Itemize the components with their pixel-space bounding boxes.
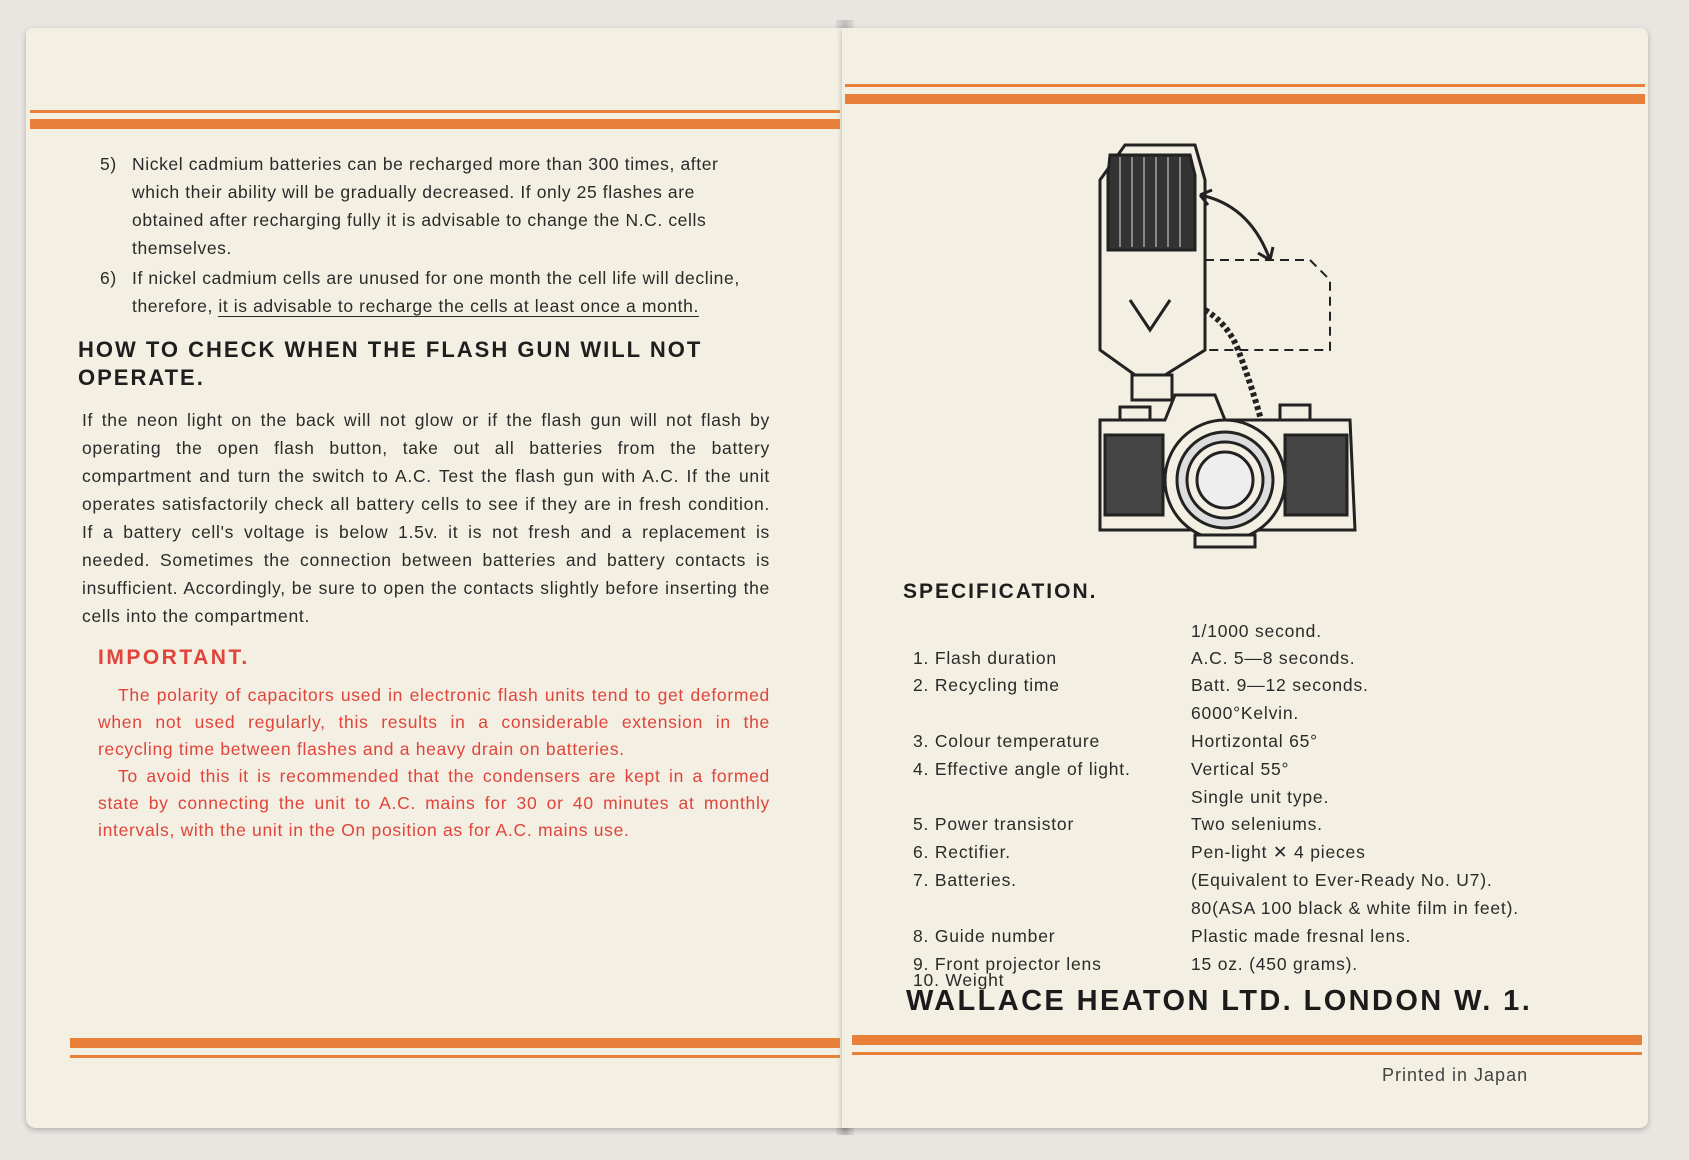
- spec-row: [903, 870, 1543, 898]
- spec-value: Two seleniums.: [1191, 814, 1323, 834]
- spec-value: 6000°Kelvin.: [1191, 703, 1300, 723]
- spec-label: 6. Rectifier.: [913, 842, 1011, 862]
- bottom-stripe-thin-right: [852, 1052, 1642, 1055]
- note-underlined-text: it is advisable to recharge the cells at least once a month.: [218, 296, 699, 316]
- spec-label: 3. Colour temperature: [913, 731, 1101, 751]
- spec-value: Pen-light ✕ 4 pieces: [1191, 842, 1366, 862]
- spec-value: Batt. 9—12 seconds.: [1191, 675, 1369, 695]
- spec-row: [903, 703, 1543, 731]
- spec-label: 7. Batteries.: [913, 870, 1017, 890]
- spec-value: A.C. 5—8 seconds.: [1191, 648, 1356, 668]
- check-body: If the neon light on the back will not glow or if the flash gun will not flash by operating the open flash button, take out all batteries from the battery compartment and turn the switch to A.C. Test the flash gun with A.C. If the unit operates satisfactorily check all battery cells to see if they are in fresh condition. If a battery cell's voltage is below 1.5v. it is not fresh and a replacement is needed. Sometimes the connection between batteries and battery contacts is insufficient. Accordingly, be sure to open the contacts slightly before inserting the cells into the compartment.: [82, 410, 770, 626]
- top-stripe-thin-left: [30, 110, 840, 113]
- spec-value: Plastic made fresnal lens.: [1191, 926, 1412, 946]
- note-number: 6): [100, 268, 117, 288]
- spec-value: Single unit type.: [1191, 787, 1330, 807]
- note-5: [100, 150, 770, 262]
- spec-row: [903, 814, 1543, 842]
- check-heading: HOW TO CHECK WHEN THE FLASH GUN WILL NOT OPERATE.: [78, 337, 703, 390]
- spec-label: 10. Weight: [913, 970, 1005, 990]
- spec-value: Vertical 55°: [1191, 759, 1290, 779]
- spec-row: [903, 898, 1543, 926]
- bottom-stripe-thick-right: [852, 1035, 1642, 1045]
- bottom-stripe-thick-left: [70, 1038, 840, 1048]
- top-stripe-thin-right: [845, 84, 1645, 87]
- left-page-content: [70, 150, 770, 844]
- spec-row: [903, 926, 1543, 954]
- spec-value: 80(ASA 100 black & white film in feet).: [1191, 898, 1519, 918]
- spec-row: [903, 842, 1543, 870]
- printed-in-note: Printed in Japan: [1382, 1065, 1529, 1085]
- top-stripe-thick-left: [30, 119, 840, 129]
- spec-label: 1. Flash duration: [913, 648, 1057, 668]
- bottom-stripe-thin-left: [70, 1055, 840, 1058]
- top-stripe-thick-right: [845, 94, 1645, 104]
- spec-value: Hortizontal 65°: [1191, 731, 1318, 751]
- note-6: [100, 264, 770, 320]
- spec-label: 5. Power transistor: [913, 814, 1075, 834]
- spec-label: 9. Front projector lens: [913, 954, 1102, 974]
- spec-row: [903, 648, 1543, 676]
- note-number: 5): [100, 154, 117, 174]
- spec-value: 15 oz. (450 grams).: [1191, 954, 1358, 974]
- important-paragraph-2: To avoid this it is recommended that the condensers are kept in a formed state by connecting the unit to A.C. mains for 30 or 40 minutes at monthly intervals, with the unit in the On position as for A.C. mains use.: [98, 766, 770, 840]
- note-text: Nickel cadmium batteries can be recharged more than 300 times, after which their ability will be gradually decreased. If only 25 flashes are obtained after recharging fully it is advisable to change the N.C. cells themselves.: [132, 154, 719, 258]
- important-heading: IMPORTANT.: [98, 646, 250, 669]
- spec-row: [903, 675, 1543, 703]
- important-paragraph-1: The polarity of capacitors used in electronic flash units tend to get deformed when not used regularly, this results in a considerable extension in the recycling time between flashes and a heavy drain on batteries.: [98, 685, 770, 759]
- spec-label: 8. Guide number: [913, 926, 1056, 946]
- note-text: If nickel cadmium cells are unused for one month the cell life will decline, therefore,: [132, 268, 740, 316]
- specification-title: SPECIFICATION.: [903, 580, 1098, 603]
- spec-row: [903, 787, 1543, 815]
- publisher-brand: WALLACE HEATON LTD. LONDON W. 1.: [906, 985, 1533, 1017]
- spec-value: 1/1000 second.: [1191, 621, 1322, 641]
- spec-row: [903, 621, 1543, 649]
- spec-row: [903, 731, 1543, 759]
- spec-value: (Equivalent to Ever-Ready No. U7).: [1191, 870, 1493, 890]
- flash-camera-illustration: [1080, 135, 1425, 575]
- spec-label: 4. Effective angle of light.: [913, 759, 1131, 779]
- spec-row: [903, 759, 1543, 787]
- spec-label: 2. Recycling time: [913, 675, 1060, 695]
